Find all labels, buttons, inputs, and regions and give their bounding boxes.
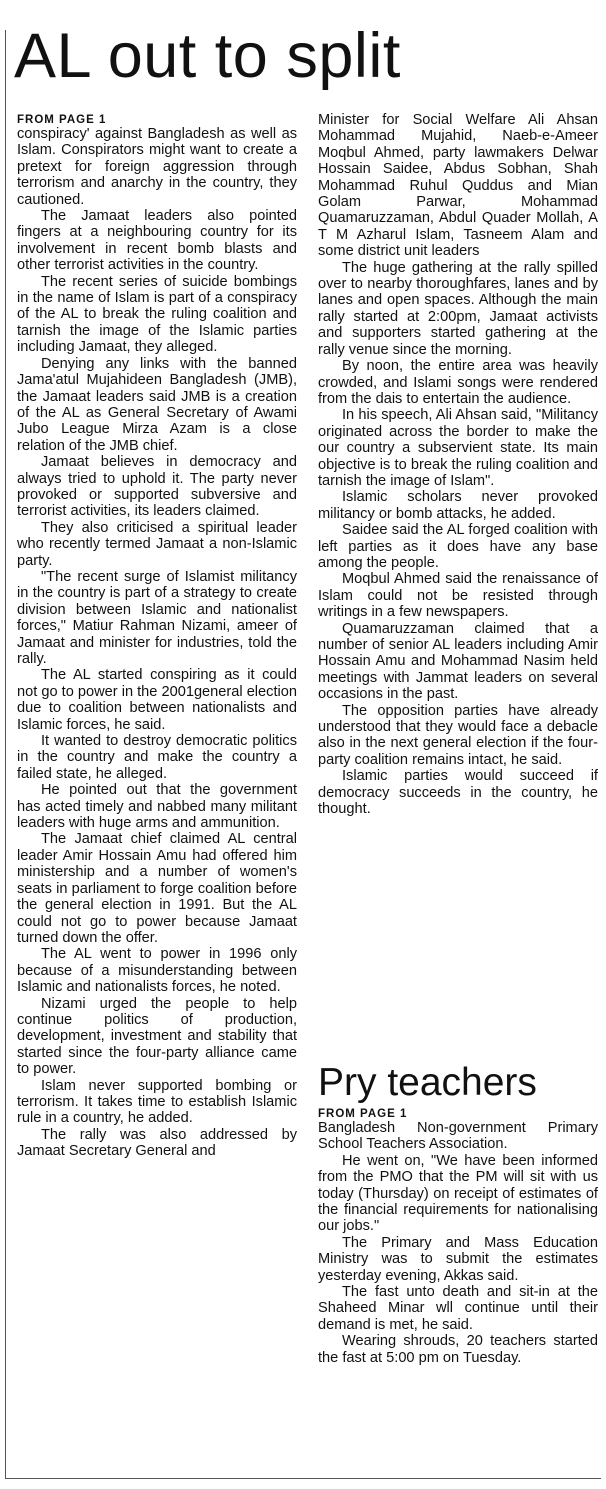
paragraph: The rally was also addressed by Jamaat Secretary General and [17, 1126, 297, 1160]
second-story-column [318, 1108, 598, 1470]
paragraph: conspiracy' against Bangladesh as well as Islam. Conspirators might want to create a pretext for foreign aggression through terrorism and anarchy in the country, they cautioned. [17, 126, 297, 208]
paragraph: The Primary and Mass Education Ministry was to submit the estimates yesterday evening, Akkas said. [318, 1234, 598, 1284]
paragraph: He went on, "We have been informed from the PMO that the PM will sit with us today (Thursday) on receipt of estimates of the financial requirements for nationalising our jobs." [318, 1152, 598, 1235]
paragraph: Minister for Social Welfare Ali Ahsan Mohammad Mujahid, Naeb-e-Ameer Moqbul Ahmed, party lawmakers Delwar Hossain Saidee, Abdus Sobhan, Shah Mohammad Ruhul Quddus and Mian Golam Parwar, Mohammad Quamaruzzaman, Abdul Quader Mollah, A T M Azharul Islam, Tasneem Alam and some district unit leaders [318, 112, 598, 260]
main-story-right-column [318, 112, 598, 1052]
paragraph: The AL started conspiring as it could not go to power in the 2001general election due to coalition between nationalists and Islamic forces, he said. [17, 667, 297, 733]
paragraph: It wanted to destroy democratic politics in the country and make the country a failed state, he alleged. [17, 733, 297, 782]
paragraph: The Jamaat leaders also pointed fingers at a neighbouring country for its involvement in recent bomb blasts and other terrorist activities in the country. [17, 208, 297, 274]
paragraph: The Jamaat chief claimed AL central leader Amir Hossain Amu had offered him ministership and a number of women's seats in parliament to forge coalition before the general election in 1991. But the AL could not go to power because Jamaat turned down the offer. [17, 831, 297, 946]
paragraph: Jamaat believes in democracy and always tried to uphold it. The party never provoked or supported subversive and terrorist activities, its leaders claimed. [17, 454, 297, 520]
paragraph: Bangladesh Non-government Primary School Teachers Association. [318, 1120, 598, 1153]
paragraph: Islamic parties would succeed if democracy succeeds in the country, he thought. [318, 768, 598, 818]
left-column-rule [5, 30, 6, 1478]
paragraph: Quamaruzzaman claimed that a number of senior AL leaders including Amir Hossain Amu and Mohammad Nasim held meetings with Jammat leaders on several occasions in the past. [318, 620, 598, 703]
paragraph: He pointed out that the government has acted timely and nabbed many militant leaders with huge arms and ammunition. [17, 782, 297, 832]
paragraph: Denying any links with the banned Jama'atul Mujahideen Bangladesh (JMB), the Jamaat leaders said JMB is a creation of the AL as General Secretary of Awami Jubo League Mirza Azam is a close relation of the JMB chief. [17, 355, 297, 454]
bottom-rule [5, 1478, 601, 1479]
paragraph: They also criticised a spiritual leader who recently termed Jamaat a non-Islamic party. [17, 519, 297, 569]
paragraph: The AL went to power in 1996 only because of a misunderstanding between Islamic and nationalists forces, he noted. [17, 946, 297, 996]
paragraph: The recent series of suicide bombings in the name of Islam is part of a conspiracy of the AL to break the ruling coalition and tarnish the image of the Islamic parties including Jamaat, they alleged. [17, 273, 297, 356]
paragraph: Moqbul Ahmed said the renaissance of Islam could not be resisted through writings in a few newspapers. [318, 571, 598, 621]
main-story-from-page: FROM PAGE 1 [17, 114, 107, 126]
main-story-left-column [17, 114, 297, 1474]
paragraph: Islamic scholars never provoked militancy or bomb attacks, he added. [318, 489, 598, 522]
paragraph: The huge gathering at the rally spilled over to nearby thoroughfares, lanes and by lanes and open spaces. Although the main rally started at 2:00pm, Jamaat activists and supporters started gathering at the rally venue since the morning. [318, 259, 598, 358]
paragraph: Nizami urged the people to help continue politics of production, development, investment and stability that started since the four-party alliance came to power. [17, 995, 297, 1078]
paragraph: Wearing shrouds, 20 teachers started the fast at 5:00 pm on Tuesday. [318, 1333, 598, 1366]
paragraph: The fast unto death and sit-in at the Shaheed Minar wll continue until their demand is met, he said. [318, 1284, 598, 1333]
paragraph: In his speech, Ali Ahsan said, "Militancy originated across the border to make the our country a subservient state. Its main objective is to break the ruling coalition and tarnish the image of Islam". [318, 407, 598, 489]
paragraph: Islam never supported bombing or terrorism. It takes time to establish Islamic rule in a country, he added. [17, 1077, 297, 1127]
paragraph: "The recent surge of Islamist militancy in the country is part of a strategy to create division between Islamic and nationalist forces," Matiur Rahman Nizami, ameer of Jamaat and minister for industries, told the rally. [17, 568, 297, 667]
paragraph: By noon, the entire area was heavily crowded, and Islami songs were rendered from the dais to entertain the audience. [318, 358, 598, 407]
paragraph: Saidee said the AL forged coalition with left parties as it does have any base among the people. [318, 522, 598, 571]
second-story-from-page: FROM PAGE 1 [318, 1108, 408, 1120]
second-headline: Pry teachers [318, 1061, 537, 1104]
paragraph: The opposition parties have already understood that they would face a debacle also in the next general election if the four- party coalition remains intact, he said. [318, 702, 598, 768]
main-headline: AL out to split [14, 21, 401, 91]
